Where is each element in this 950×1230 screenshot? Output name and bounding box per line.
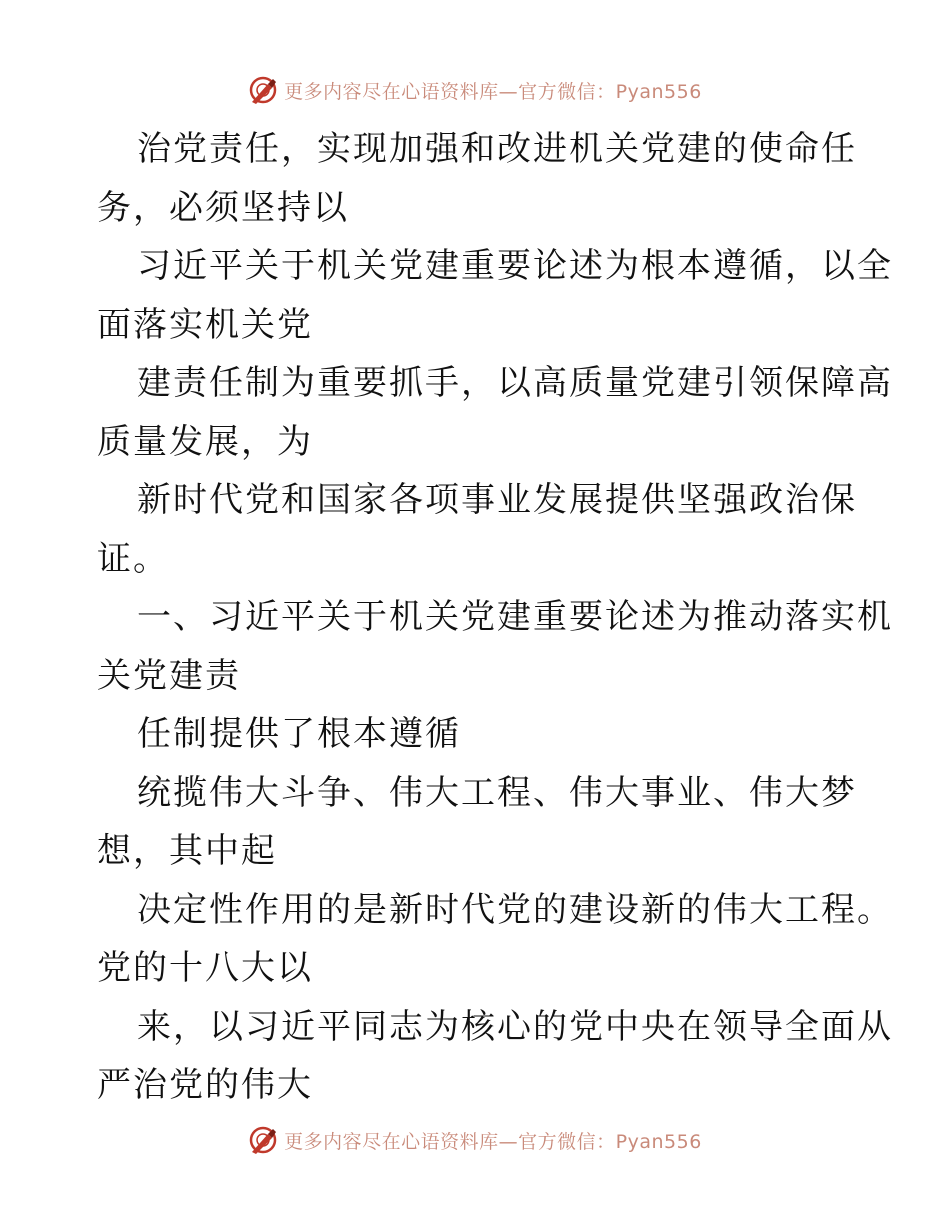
text-line: 来，以习近平同志为核心的党中央在领导全面从 [137,1006,893,1047]
text-line: 建责任制为重要抓手，以高质量党建引领保障高 [137,363,893,403]
text-line: 决定性作用的是新时代党的建设新的伟大工程。 [137,889,893,930]
text-line: 习近平关于机关党建重要论述为根本遵循，以全 [137,246,893,286]
document-body [97,120,893,1115]
watermark-text: 更多内容尽在心语资料库—官方微信：Pyan556 [284,1130,702,1153]
footer-watermark [0,1120,950,1160]
text-line: 严治党的伟大 [97,1065,313,1105]
text-line: 面落实机关党 [97,304,313,345]
header-watermark [0,70,950,110]
text-line: 党的十八大以 [97,948,313,988]
text-line: 新时代党和国家各项事业发展提供坚强政治保 [137,480,857,520]
pen-logo-icon [248,75,278,105]
text-line: 治党责任，实现加强和改进机关党建的使命任 [137,129,857,169]
text-line: 质量发展，为 [97,421,313,462]
pen-logo-icon [248,1125,278,1155]
text-line: 想，其中起 [97,831,277,871]
text-line: 关党建责 [97,655,241,696]
text-line: 一、习近平关于机关党建重要论述为推动落实机 [137,597,893,637]
text-line: 统揽伟大斗争、伟大工程、伟大事业、伟大梦 [137,772,857,813]
watermark-text: 更多内容尽在心语资料库—官方微信：Pyan556 [284,80,702,103]
text-line: 务，必须坚持以 [97,187,349,228]
text-line: 任制提供了根本遵循 [137,714,461,754]
text-line: 证。 [97,538,169,579]
